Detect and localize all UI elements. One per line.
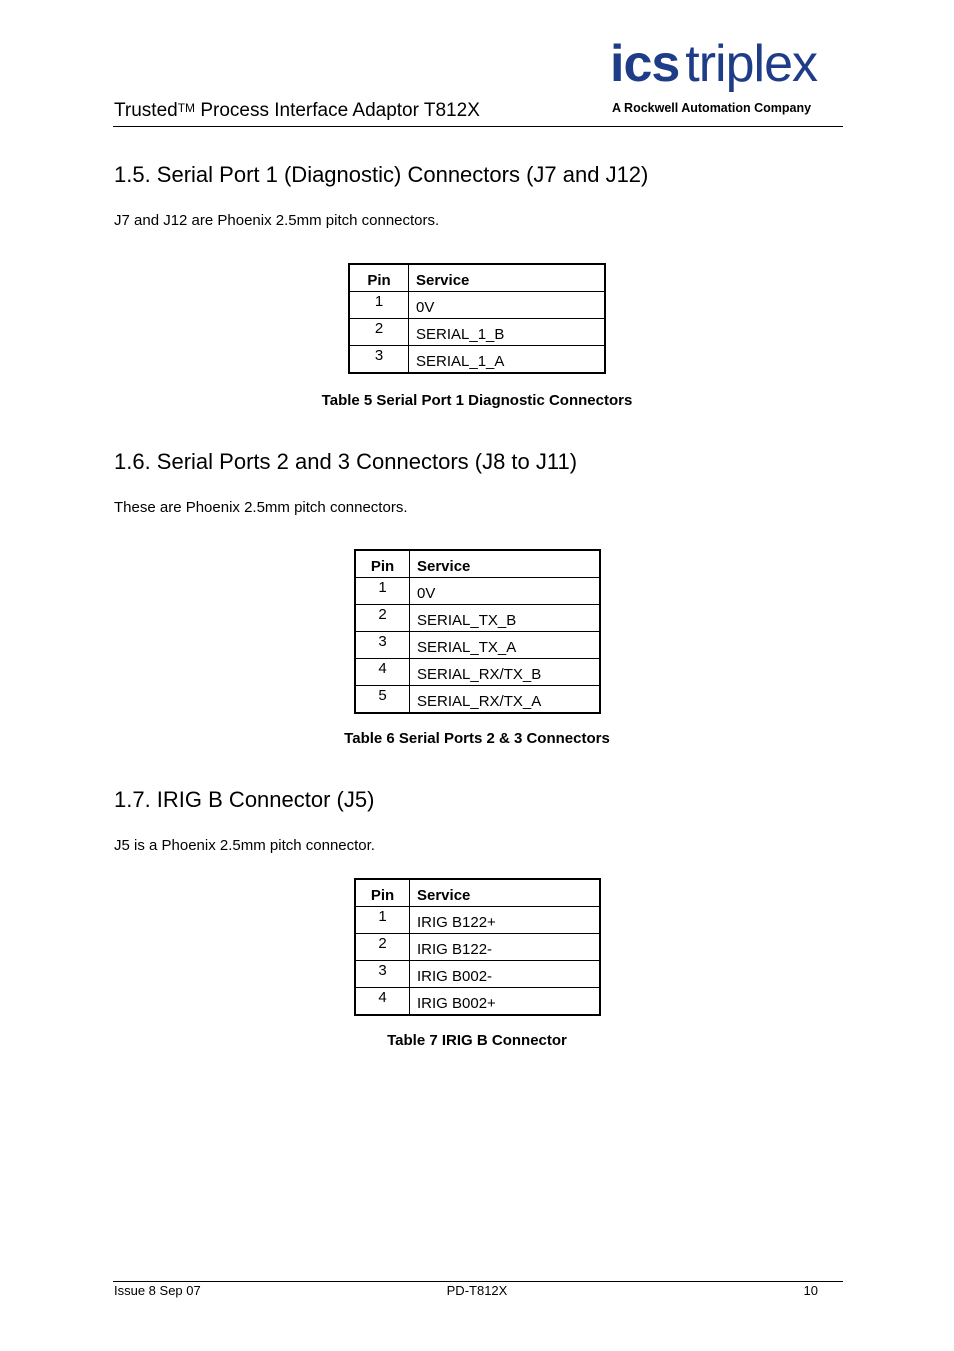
pin-cell: 2: [349, 319, 409, 346]
table-caption-5: Table 5 Serial Port 1 Diagnostic Connectors: [321, 392, 633, 409]
table-row: [349, 319, 605, 346]
table-row: [355, 605, 600, 632]
pin-cell: 5: [355, 686, 410, 714]
column-header-service: Service: [410, 879, 601, 907]
table-row: [355, 907, 600, 934]
table-row: [355, 988, 600, 1016]
service-cell: SERIAL_1_A: [409, 346, 606, 374]
service-cell: IRIG B122-: [410, 934, 601, 961]
table-row: [349, 292, 605, 319]
document-title: [114, 99, 480, 124]
table-row: [355, 632, 600, 659]
logo-tagline: A Rockwell Automation Company: [612, 101, 812, 115]
logo-wordmark: [610, 34, 817, 94]
table-header-row: [355, 550, 600, 578]
service-cell: 0V: [410, 578, 601, 605]
service-cell: SERIAL_RX/TX_B: [410, 659, 601, 686]
title-prefix: Trusted: [114, 100, 178, 121]
pin-cell: 4: [355, 659, 410, 686]
pin-table-irig-b: [354, 878, 601, 1016]
table-header-row: [355, 879, 600, 907]
table-caption-7: Table 7 IRIG B Connector: [387, 1032, 567, 1049]
table-row: [355, 659, 600, 686]
table-caption-6: Table 6 Serial Ports 2 & 3 Connectors: [344, 730, 610, 747]
pin-cell: 4: [355, 988, 410, 1016]
pin-cell: 2: [355, 605, 410, 632]
column-header-service: Service: [410, 550, 601, 578]
pin-cell: 3: [349, 346, 409, 374]
table-row: [355, 578, 600, 605]
pin-cell: 3: [355, 632, 410, 659]
footer-page-number: 10: [803, 1283, 818, 1298]
column-header-service: Service: [409, 264, 606, 292]
section-text-1-5: J7 and J12 are Phoenix 2.5mm pitch connectors.: [114, 212, 440, 229]
table-row: [355, 961, 600, 988]
service-cell: 0V: [409, 292, 606, 319]
trademark-superscript: TM: [177, 101, 196, 115]
pin-table-serial-1: [348, 263, 606, 374]
footer-document-id: PD-T812X: [446, 1283, 508, 1298]
table-row: [349, 346, 605, 374]
column-header-pin: Pin: [355, 550, 410, 578]
service-cell: SERIAL_TX_A: [410, 632, 601, 659]
pin-cell: 3: [355, 961, 410, 988]
column-header-pin: Pin: [355, 879, 410, 907]
logo-ics: ics: [610, 35, 680, 93]
table-row: [355, 934, 600, 961]
title-rest: Process Interface Adaptor T812X: [195, 100, 480, 121]
section-text-1-6: These are Phoenix 2.5mm pitch connectors.: [114, 499, 408, 516]
header-divider: [113, 126, 843, 127]
footer-issue: Issue 8 Sep 07: [114, 1283, 201, 1298]
service-cell: IRIG B002-: [410, 961, 601, 988]
table-header-row: [349, 264, 605, 292]
column-header-pin: Pin: [349, 264, 409, 292]
ics-triplex-logo: [610, 35, 844, 120]
pin-table-serial-2-3: [354, 549, 601, 714]
pin-cell: 1: [349, 292, 409, 319]
table-row: [355, 686, 600, 714]
service-cell: IRIG B122+: [410, 907, 601, 934]
footer-divider: [113, 1281, 843, 1282]
section-heading-1-7: 1.7. IRIG B Connector (J5): [114, 787, 375, 812]
section-heading-1-6: 1.6. Serial Ports 2 and 3 Connectors (J8 to J11): [114, 449, 578, 474]
pin-cell: 1: [355, 578, 410, 605]
service-cell: SERIAL_RX/TX_A: [410, 686, 601, 714]
service-cell: SERIAL_TX_B: [410, 605, 601, 632]
logo-triplex: triplex: [685, 35, 818, 93]
service-cell: SERIAL_1_B: [409, 319, 606, 346]
pin-cell: 2: [355, 934, 410, 961]
section-text-1-7: J5 is a Phoenix 2.5mm pitch connector.: [114, 837, 375, 854]
pin-cell: 1: [355, 907, 410, 934]
section-heading-1-5: 1.5. Serial Port 1 (Diagnostic) Connectors (J7 and J12): [114, 162, 649, 187]
service-cell: IRIG B002+: [410, 988, 601, 1016]
